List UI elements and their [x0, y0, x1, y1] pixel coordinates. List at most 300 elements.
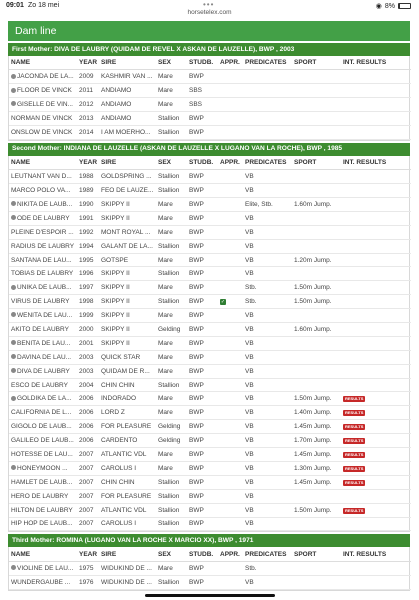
- table-row[interactable]: [9, 309, 411, 323]
- horse-name-link[interactable]: SANTANA DE LAU...: [9, 253, 77, 267]
- home-indicator[interactable]: [145, 594, 275, 597]
- camera-icon: [11, 368, 16, 373]
- offspring-table-wrapper: [8, 156, 410, 533]
- horse-name-link[interactable]: GOLDIKA DE LA...: [9, 392, 77, 406]
- table-row[interactable]: [9, 84, 411, 98]
- horse-name-link[interactable]: AKITO DE LAUBRY: [9, 323, 77, 337]
- table-row[interactable]: [9, 420, 411, 434]
- sire-cell: SKIPPY II: [99, 309, 156, 323]
- column-header[interactable]: INT. RESULTS: [341, 547, 411, 561]
- offspring-table: [9, 56, 411, 140]
- int-results-cell: [341, 211, 411, 225]
- predicates-cell: VB: [243, 211, 292, 225]
- approved-cell: [218, 323, 243, 337]
- sex-cell: Mare: [156, 336, 187, 350]
- sire-cell: CHIN CHIN: [99, 378, 156, 392]
- year-cell: 1991: [77, 211, 99, 225]
- year-cell: 2007: [77, 489, 99, 503]
- studbook-cell: BWP: [187, 503, 218, 517]
- sire-cell: QUICK STAR: [99, 350, 156, 364]
- int-results-cell: [341, 503, 411, 517]
- approved-cell: [218, 211, 243, 225]
- horse-name-link[interactable]: GALILEO DE LAUB...: [9, 434, 77, 448]
- studbook-cell: SBS: [187, 98, 218, 112]
- studbook-cell: BWP: [187, 267, 218, 281]
- sport-cell: [292, 84, 341, 98]
- year-cell: 1988: [77, 170, 99, 184]
- year-cell: 1996: [77, 267, 99, 281]
- sex-cell: Mare: [156, 253, 187, 267]
- sex-cell: Stallion: [156, 112, 187, 126]
- horse-name-link[interactable]: DAVINA DE LAU...: [9, 350, 77, 364]
- results-badge[interactable]: RESULTS: [345, 438, 364, 444]
- sport-cell: 1.50m Jump.: [292, 281, 341, 295]
- column-header[interactable]: SIRE: [99, 56, 156, 70]
- column-header[interactable]: NAME: [9, 547, 77, 561]
- year-cell: 1990: [77, 198, 99, 212]
- column-header[interactable]: STUDB.: [187, 56, 218, 70]
- studbook-cell: BWP: [187, 517, 218, 531]
- predicates-cell: VB: [243, 239, 292, 253]
- column-header[interactable]: STUDB.: [187, 156, 218, 170]
- sport-cell: 1.50m Jump.: [292, 392, 341, 406]
- predicates-cell: VB: [243, 323, 292, 337]
- sport-cell: 1.50m Jump.: [292, 295, 341, 309]
- sport-cell: [292, 267, 341, 281]
- predicates-cell: VB: [243, 225, 292, 239]
- column-header[interactable]: PREDICATES: [243, 156, 292, 170]
- horse-name-link[interactable]: DIVA DE LAUBRY: [9, 364, 77, 378]
- predicates-cell: VB: [243, 364, 292, 378]
- sex-cell: Stallion: [156, 239, 187, 253]
- horse-name-link[interactable]: LEUTNANT VAN D...: [9, 170, 77, 184]
- int-results-cell: [341, 489, 411, 503]
- int-results-cell: [341, 225, 411, 239]
- sport-cell: 1.30m Jump.: [292, 461, 341, 475]
- approved-cell: [218, 392, 243, 406]
- results-badge[interactable]: RESULTS: [345, 465, 364, 471]
- horse-name-link[interactable]: BENITA DE LAU...: [9, 336, 77, 350]
- sex-cell: Stallion: [156, 489, 187, 503]
- studbook-cell: BWP: [187, 239, 218, 253]
- sport-cell: [292, 70, 341, 84]
- mother-title[interactable]: First Mother: DIVA DE LAUBRY (QUIDAM DE REVEL X ASKAN DE LAUZELLE), BWP , 2003: [8, 43, 410, 56]
- year-cell: 1992: [77, 225, 99, 239]
- sex-cell: Stallion: [156, 503, 187, 517]
- approved-cell: [218, 406, 243, 420]
- results-badge[interactable]: RESULTS: [345, 479, 364, 485]
- int-results-cell: [341, 561, 411, 575]
- sport-cell: [292, 575, 341, 589]
- approved-cell: [218, 475, 243, 489]
- int-results-cell: [341, 309, 411, 323]
- table-row[interactable]: [9, 475, 411, 489]
- year-cell: 2006: [77, 434, 99, 448]
- int-results-cell: [341, 281, 411, 295]
- predicates-cell: VB: [243, 420, 292, 434]
- horse-name-link[interactable]: HAMLET DE LAUB...: [9, 475, 77, 489]
- table-row[interactable]: [9, 295, 411, 309]
- studbook-cell: BWP: [187, 392, 218, 406]
- horse-name-link[interactable]: ODE DE LAUBRY: [9, 211, 77, 225]
- predicates-cell: VB: [243, 461, 292, 475]
- predicates-cell: VB: [243, 475, 292, 489]
- predicates-cell: Stb.: [243, 295, 292, 309]
- sex-cell: Stallion: [156, 475, 187, 489]
- camera-icon: [11, 340, 16, 345]
- approved-cell: [218, 98, 243, 112]
- sire-cell: FOR PLEASURE: [99, 420, 156, 434]
- camera-icon: [11, 88, 16, 93]
- int-results-cell: [341, 378, 411, 392]
- sport-cell: [292, 517, 341, 531]
- sire-cell: CAROLUS I: [99, 461, 156, 475]
- int-results-cell: [341, 350, 411, 364]
- approved-cell: [218, 575, 243, 589]
- approved-cell: [218, 517, 243, 531]
- table-header-row: [9, 56, 411, 70]
- approved-cell: [218, 309, 243, 323]
- horse-name-link[interactable]: HERO DE LAUBRY: [9, 489, 77, 503]
- int-results-cell: [341, 98, 411, 112]
- camera-icon: [11, 396, 16, 401]
- horse-name-link[interactable]: VIRUS DE LAUBRY: [9, 295, 77, 309]
- year-cell: 1999: [77, 309, 99, 323]
- column-header[interactable]: YEAR: [77, 56, 99, 70]
- camera-icon: [11, 354, 16, 359]
- camera-icon: [11, 215, 16, 220]
- table-row[interactable]: [9, 406, 411, 420]
- sex-cell: Stallion: [156, 295, 187, 309]
- horse-name-link[interactable]: ONSLOW DE VINCK: [9, 125, 77, 139]
- table-row[interactable]: [9, 434, 411, 448]
- camera-icon: [11, 465, 16, 470]
- camera-icon: [11, 285, 16, 290]
- studbook-cell: BWP: [187, 461, 218, 475]
- table-row[interactable]: [9, 461, 411, 475]
- horse-name-link[interactable]: UNIKA DE LAUB...: [9, 281, 77, 295]
- horse-name-link[interactable]: CALIFORNIA DE L...: [9, 406, 77, 420]
- year-cell: 2001: [77, 336, 99, 350]
- year-cell: 2007: [77, 461, 99, 475]
- int-results-cell: [341, 323, 411, 337]
- camera-icon: [11, 312, 16, 317]
- horse-name-link[interactable]: VIOLINE DE LAU...: [9, 561, 77, 575]
- column-header[interactable]: SPORT: [292, 156, 341, 170]
- results-badge[interactable]: RESULTS: [345, 507, 364, 513]
- predicates-cell: VB: [243, 406, 292, 420]
- predicates-cell: VB: [243, 309, 292, 323]
- sire-cell: WIDUKIND DE ...: [99, 561, 156, 575]
- year-cell: 1998: [77, 295, 99, 309]
- sport-cell: 1.50m Jump.: [292, 503, 341, 517]
- column-header[interactable]: SIRE: [99, 156, 156, 170]
- sport-cell: [292, 309, 341, 323]
- int-results-cell: [341, 170, 411, 184]
- horse-name-link[interactable]: GIGOLO DE LAUB...: [9, 420, 77, 434]
- results-badge[interactable]: RESULTS: [345, 424, 364, 430]
- year-cell: 2006: [77, 392, 99, 406]
- sport-cell: [292, 350, 341, 364]
- column-header[interactable]: PREDICATES: [243, 547, 292, 561]
- sport-cell: [292, 98, 341, 112]
- sport-cell: [292, 125, 341, 139]
- column-header[interactable]: NAME: [9, 56, 77, 70]
- predicates-cell: VB: [243, 253, 292, 267]
- table-row[interactable]: [9, 239, 411, 253]
- table-row[interactable]: [9, 211, 411, 225]
- studbook-cell: BWP: [187, 125, 218, 139]
- sex-cell: Mare: [156, 309, 187, 323]
- table-row[interactable]: [9, 198, 411, 212]
- sport-cell: 1.45m Jump.: [292, 475, 341, 489]
- horse-name-link[interactable]: WENITA DE LAU...: [9, 309, 77, 323]
- sport-cell: [292, 225, 341, 239]
- sex-cell: Gelding: [156, 420, 187, 434]
- wifi-icon: ◉: [375, 3, 382, 10]
- column-header[interactable]: STUDB.: [187, 547, 218, 561]
- column-header[interactable]: APPR.: [218, 56, 243, 70]
- studbook-cell: BWP: [187, 225, 218, 239]
- column-header[interactable]: INT. RESULTS: [341, 156, 411, 170]
- sex-cell: Stallion: [156, 517, 187, 531]
- column-header[interactable]: YEAR: [77, 547, 99, 561]
- horse-name-link[interactable]: HIP HOP DE LAUB...: [9, 517, 77, 531]
- predicates-cell: VB: [243, 267, 292, 281]
- horse-name-link[interactable]: HOTESSE DE LAU...: [9, 448, 77, 462]
- horse-name-link[interactable]: ESCO DE LAUBRY: [9, 378, 77, 392]
- studbook-cell: BWP: [187, 211, 218, 225]
- camera-icon: [11, 565, 16, 570]
- year-cell: 1989: [77, 184, 99, 198]
- studbook-cell: BWP: [187, 70, 218, 84]
- int-results-cell: [341, 84, 411, 98]
- sex-cell: Mare: [156, 448, 187, 462]
- table-row[interactable]: [9, 336, 411, 350]
- table-row[interactable]: [9, 392, 411, 406]
- horse-name-link[interactable]: WUNDERGAUBE ...: [9, 575, 77, 589]
- table-row[interactable]: [9, 184, 411, 198]
- year-cell: 1995: [77, 253, 99, 267]
- studbook-cell: BWP: [187, 253, 218, 267]
- sport-cell: 1.60m Jump.: [292, 198, 341, 212]
- table-row[interactable]: [9, 70, 411, 84]
- year-cell: 2004: [77, 378, 99, 392]
- studbook-cell: BWP: [187, 336, 218, 350]
- approved-cell: [218, 112, 243, 126]
- int-results-cell: [341, 184, 411, 198]
- predicates-cell: [243, 84, 292, 98]
- pedigree-sections: [8, 43, 410, 591]
- predicates-cell: VB: [243, 184, 292, 198]
- year-cell: 2006: [77, 406, 99, 420]
- approved-cell: [218, 489, 243, 503]
- int-results-cell: [341, 448, 411, 462]
- studbook-cell: BWP: [187, 575, 218, 589]
- approved-cell: [218, 448, 243, 462]
- table-row[interactable]: [9, 281, 411, 295]
- table-row[interactable]: [9, 170, 411, 184]
- table-row[interactable]: [9, 350, 411, 364]
- int-results-cell: [341, 112, 411, 126]
- sex-cell: Mare: [156, 70, 187, 84]
- sex-cell: Stallion: [156, 267, 187, 281]
- int-results-cell: [341, 336, 411, 350]
- sire-cell: SKIPPY II: [99, 323, 156, 337]
- sex-cell: Stallion: [156, 575, 187, 589]
- sport-cell: 1.20m Jump.: [292, 253, 341, 267]
- sire-cell: ANDIAMO: [99, 84, 156, 98]
- sex-cell: Stallion: [156, 170, 187, 184]
- sport-cell: 1.45m Jump.: [292, 420, 341, 434]
- dam-line-header: Dam line: [8, 21, 410, 41]
- sire-cell: GOLDSPRING ...: [99, 170, 156, 184]
- sex-cell: Stallion: [156, 378, 187, 392]
- predicates-cell: VB: [243, 170, 292, 184]
- studbook-cell: BWP: [187, 489, 218, 503]
- table-row[interactable]: [9, 561, 411, 575]
- year-cell: 2013: [77, 112, 99, 126]
- sex-cell: Mare: [156, 211, 187, 225]
- sire-cell: KASHMIR VAN ...: [99, 70, 156, 84]
- horse-name-link[interactable]: FLOOR DE VINCK: [9, 84, 77, 98]
- sire-cell: WIDUKIND DE ...: [99, 575, 156, 589]
- approved-cell: [218, 378, 243, 392]
- column-header[interactable]: SPORT: [292, 547, 341, 561]
- sire-cell: SKIPPY II: [99, 336, 156, 350]
- table-row[interactable]: [9, 225, 411, 239]
- studbook-cell: BWP: [187, 170, 218, 184]
- mother-title[interactable]: Third Mother: ROMINA (LUGANO VAN LA ROCHE X MARCIO XX), BWP , 1971: [8, 534, 410, 547]
- horse-name-link[interactable]: GISELLE DE VIN...: [9, 98, 77, 112]
- browser-url[interactable]: horsetelex.com: [187, 9, 232, 16]
- sex-cell: Gelding: [156, 434, 187, 448]
- horse-name-link[interactable]: JACONDA DE LA...: [9, 70, 77, 84]
- int-results-cell: [341, 517, 411, 531]
- horse-name-link[interactable]: NORMAN DE VINCK: [9, 112, 77, 126]
- table-row[interactable]: [9, 98, 411, 112]
- horse-name-link[interactable]: HONEYMOON ...: [9, 461, 77, 475]
- studbook-cell: BWP: [187, 406, 218, 420]
- column-header[interactable]: YEAR: [77, 156, 99, 170]
- column-header[interactable]: APPR.: [218, 156, 243, 170]
- year-cell: 2014: [77, 125, 99, 139]
- table-row[interactable]: [9, 253, 411, 267]
- studbook-cell: BWP: [187, 309, 218, 323]
- sire-cell: QUIDAM DE R...: [99, 364, 156, 378]
- results-badge[interactable]: RESULTS: [345, 451, 364, 457]
- column-header[interactable]: INT. RESULTS: [341, 56, 411, 70]
- table-row[interactable]: [9, 503, 411, 517]
- horse-name-link[interactable]: NIKITA DE LAUB...: [9, 198, 77, 212]
- predicates-cell: [243, 112, 292, 126]
- horse-name-link[interactable]: TOBIAS DE LAUBRY: [9, 267, 77, 281]
- page-content: [8, 21, 410, 591]
- sire-cell: CARDENTO: [99, 434, 156, 448]
- studbook-cell: BWP: [187, 281, 218, 295]
- offspring-table: [9, 547, 411, 589]
- results-badge[interactable]: RESULTS: [345, 396, 364, 402]
- sex-cell: Mare: [156, 364, 187, 378]
- offspring-table-wrapper: [8, 56, 410, 141]
- studbook-cell: BWP: [187, 420, 218, 434]
- column-header[interactable]: PREDICATES: [243, 56, 292, 70]
- horse-name-link[interactable]: PLEINE D'ESPOIR ...: [9, 225, 77, 239]
- sport-cell: 1.60m Jump.: [292, 323, 341, 337]
- column-header[interactable]: APPR.: [218, 547, 243, 561]
- predicates-cell: [243, 125, 292, 139]
- int-results-cell: [341, 253, 411, 267]
- horse-name-link[interactable]: RADIUS DE LAUBRY: [9, 239, 77, 253]
- sire-cell: ANDIAMO: [99, 112, 156, 126]
- sport-cell: [292, 112, 341, 126]
- table-row[interactable]: [9, 364, 411, 378]
- table-row[interactable]: [9, 378, 411, 392]
- predicates-cell: VB: [243, 503, 292, 517]
- approved-cell: [218, 225, 243, 239]
- approved-cell: [218, 267, 243, 281]
- sire-cell: SKIPPY II: [99, 295, 156, 309]
- year-cell: 2003: [77, 364, 99, 378]
- column-header[interactable]: SEX: [156, 156, 187, 170]
- sport-cell: [292, 239, 341, 253]
- table-row[interactable]: [9, 323, 411, 337]
- sire-cell: SKIPPY II: [99, 198, 156, 212]
- year-cell: 2009: [77, 70, 99, 84]
- table-row[interactable]: [9, 448, 411, 462]
- column-header[interactable]: SPORT: [292, 56, 341, 70]
- year-cell: 1997: [77, 281, 99, 295]
- sport-cell: [292, 184, 341, 198]
- sex-cell: Mare: [156, 461, 187, 475]
- table-header-row: [9, 547, 411, 561]
- table-row[interactable]: [9, 267, 411, 281]
- battery-percent: 8%: [384, 2, 395, 10]
- sire-cell: GALANT DE LA...: [99, 239, 156, 253]
- predicates-cell: VB: [243, 517, 292, 531]
- multitasking-dots-icon[interactable]: •••: [203, 0, 215, 9]
- column-header[interactable]: NAME: [9, 156, 77, 170]
- approved-cell: [218, 198, 243, 212]
- predicates-cell: Stb.: [243, 561, 292, 575]
- horse-name-link[interactable]: MARCO POLO VA...: [9, 184, 77, 198]
- column-header[interactable]: SEX: [156, 547, 187, 561]
- sire-cell: FEO DE LAUZE...: [99, 184, 156, 198]
- column-header[interactable]: SIRE: [99, 547, 156, 561]
- offspring-table: [9, 156, 411, 532]
- mother-title[interactable]: Second Mother: INDIANA DE LAUZELLE (ASKAN DE LAUZELLE X LUGANO VAN LA ROCHE), BWP , 1985: [8, 143, 410, 156]
- table-row[interactable]: [9, 517, 411, 531]
- approved-cell: [218, 434, 243, 448]
- table-row[interactable]: [9, 575, 411, 589]
- results-badge[interactable]: RESULTS: [345, 410, 364, 416]
- approved-cell: [218, 170, 243, 184]
- horse-name-link[interactable]: HILTON DE LAUBRY: [9, 503, 77, 517]
- table-row[interactable]: [9, 125, 411, 139]
- studbook-cell: BWP: [187, 323, 218, 337]
- table-row[interactable]: [9, 112, 411, 126]
- int-results-cell: [341, 125, 411, 139]
- column-header[interactable]: SEX: [156, 56, 187, 70]
- approved-cell: [218, 70, 243, 84]
- table-row[interactable]: [9, 489, 411, 503]
- predicates-cell: Elite, Stb.: [243, 198, 292, 212]
- sire-cell: INDORADO: [99, 392, 156, 406]
- approved-cell: [218, 350, 243, 364]
- sport-cell: [292, 336, 341, 350]
- approved-check-icon: ✓: [220, 299, 226, 306]
- sport-cell: 1.70m Jump.: [292, 434, 341, 448]
